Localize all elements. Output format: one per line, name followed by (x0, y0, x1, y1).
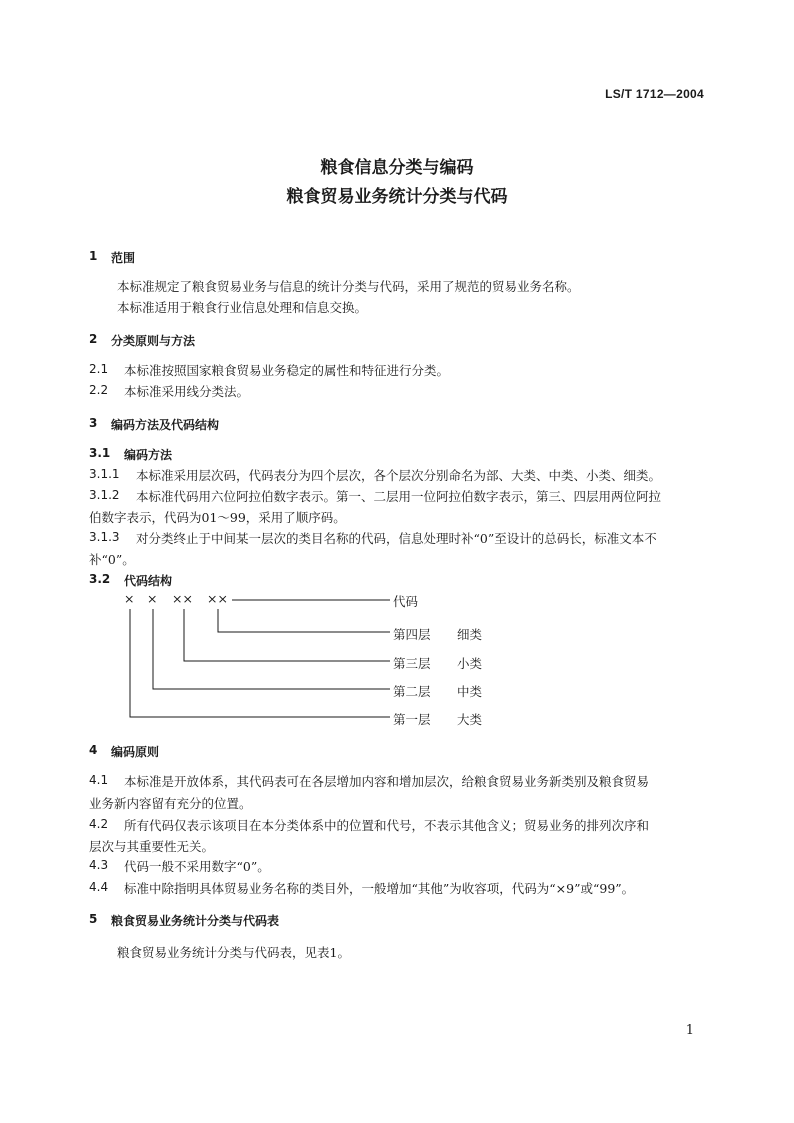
clause-text-continued: 层次与其重要性无关。 (89, 839, 215, 854)
clause-number: 3.1.2 (89, 488, 120, 502)
paragraph: 本标准规定了粮食贸易业务与信息的统计分类与代码，采用了规范的贸易业务名称。 (117, 279, 580, 294)
clause-text: 所有代码仅表示该项目在本分类体系中的位置和代号，不表示其他含义；贸易业务的排列次序和 (124, 818, 650, 833)
section-3-number: 3 (89, 416, 98, 430)
section-4-number: 4 (89, 743, 98, 757)
diagram-kind-label: 细类 (457, 627, 483, 642)
clause-text-continued: 业务新内容留有充分的位置。 (89, 796, 252, 811)
section-1-number: 1 (89, 249, 98, 263)
code-symbol: ×× (207, 591, 228, 606)
clause-text: 本标准采用层次码，代码表分为四个层次，各个层次分别命名为部、大类、中类、小类、细类。 (136, 468, 662, 483)
code-structure-diagram (110, 589, 510, 729)
diagram-layer-label: 第二层 (393, 684, 431, 699)
diagram-kind-label: 中类 (457, 684, 483, 699)
diagram-code-label: 代码 (393, 594, 419, 609)
diagram-kind-label: 大类 (457, 712, 483, 727)
section-2-number: 2 (89, 332, 98, 346)
document-title: 粮食信息分类与编码 (320, 158, 474, 178)
subsection-number: 3.1 (89, 446, 111, 460)
code-symbol: × (147, 591, 158, 606)
paragraph: 本标准适用于粮食行业信息处理和信息交换。 (117, 300, 368, 315)
clause-text: 本标准采用线分类法。 (124, 384, 250, 399)
clause-number: 4.1 (89, 773, 109, 787)
diagram-lines (110, 589, 510, 729)
section-4-heading: 编码原则 (111, 745, 160, 759)
document-subtitle: 粮食贸易业务统计分类与代码 (286, 187, 508, 207)
subsection-heading: 编码方法 (124, 448, 173, 462)
diagram-layer-label: 第四层 (393, 627, 431, 642)
clause-text: 对分类终止于中间某一层次的类目名称的代码，信息处理时补“0”至设计的总码长，标准文本不 (136, 531, 657, 546)
clause-text-continued: 伯数字表示，代码为01～99，采用了顺序码。 (89, 510, 346, 525)
section-1-heading: 范围 (111, 251, 136, 265)
subsection-number: 3.2 (89, 572, 111, 586)
diagram-layer-label: 第一层 (393, 712, 431, 727)
clause-text: 代码一般不采用数字“0”。 (124, 859, 270, 874)
clause-text: 本标准是开放体系，其代码表可在各层增加内容和增加层次，给粮食贸易业务新类别及粮食贸易 (124, 774, 650, 789)
code-symbol: ×× (172, 591, 193, 606)
subsection-heading: 代码结构 (124, 574, 173, 588)
section-5-number: 5 (89, 912, 98, 926)
paragraph: 粮食贸易业务统计分类与代码表，见表1。 (117, 945, 350, 960)
clause-text: 本标准代码用六位阿拉伯数字表示。第一、二层用一位阿拉伯数字表示，第三、四层用两位阿拉 (136, 489, 662, 504)
clause-text: 标准中除指明具体贸易业务名称的类目外，一般增加“其他”为收容项，代码为“×9”或“99”。 (124, 881, 635, 896)
clause-number: 4.4 (89, 880, 109, 894)
clause-number: 3.1.1 (89, 467, 120, 481)
section-3-heading: 编码方法及代码结构 (111, 418, 220, 432)
standard-code: LS/T 1712—2004 (605, 87, 704, 101)
section-2-heading: 分类原则与方法 (111, 334, 196, 348)
section-5-heading: 粮食贸易业务统计分类与代码表 (111, 914, 280, 928)
diagram-layer-label: 第三层 (393, 656, 431, 671)
clause-number: 2.1 (89, 362, 109, 376)
page-number: 1 (685, 1023, 694, 1038)
clause-number: 2.2 (89, 383, 109, 397)
clause-number: 4.2 (89, 817, 109, 831)
clause-number: 4.3 (89, 858, 109, 872)
clause-text: 本标准按照国家粮食贸易业务稳定的属性和特征进行分类。 (124, 363, 450, 378)
clause-text-continued: 补“0”。 (89, 552, 135, 567)
code-symbol: × (124, 591, 135, 606)
clause-number: 3.1.3 (89, 530, 120, 544)
diagram-kind-label: 小类 (457, 656, 483, 671)
